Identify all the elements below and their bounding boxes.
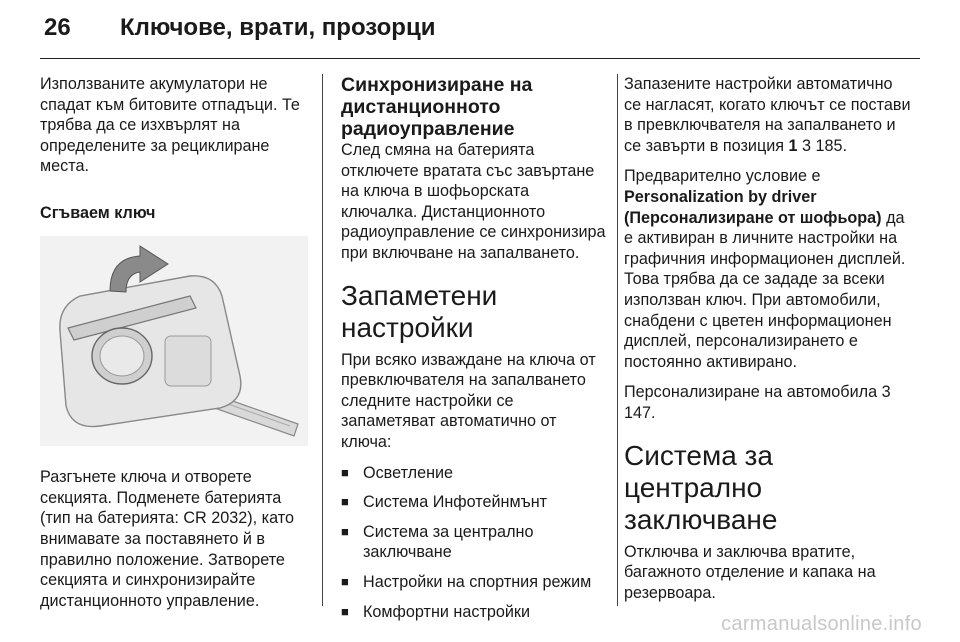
central-locking-text: Отключва и заключва вратите, багажното отделение и капака на резервоара. <box>624 542 876 602</box>
list-item: ■ Комфортни настройки <box>341 602 609 623</box>
folding-key-battery-illustration <box>40 236 308 446</box>
column-middle <box>341 74 609 631</box>
list-item: ■ Настройки на спортния режим <box>341 572 609 593</box>
folding-key-subheading: Сгъваем ключ <box>40 203 156 222</box>
sync-heading: Синхронизиране на дистанционното радиоуправление <box>341 74 533 140</box>
column-divider <box>322 74 323 606</box>
saved-settings-list <box>341 463 609 623</box>
settings-recall-text: Запазените настройки автоматично се нагласят, когато ключът се постави в превключвателя на запалването и се завърти в позиция 1 3 185. <box>624 75 911 155</box>
page-reference: 3 185. <box>802 136 848 155</box>
sync-text: След смяна на батерията отключете вратата със завъртане на ключа в шофьорската ключалка. Дистанционното радиоуправление се синхронизира при включване на запалването. <box>341 141 606 262</box>
page-header <box>44 14 924 50</box>
personalization-text: Предварително условие е Personalization by driver (Персонализиране от шофьора) да е активиран в личните настройки на графичния информационен дисплей. Това трябва да се зададе за всеки използван ключ. При автомобили, снабдени с цветен информационен дисплей, персонализирането е постоянно активирано. <box>624 167 906 371</box>
watermark: carmanualsonline.info <box>721 613 922 635</box>
battery-disposal-text: Използваните акумулатори не спадат към битовите отпадъци. Те трябва да се изхвърлят на определените за рециклиране места. <box>40 75 300 176</box>
page-title: Ключове, врати, прозорци <box>120 14 436 41</box>
column-right <box>624 74 914 619</box>
saved-settings-heading: Запаметени настройки <box>341 279 498 343</box>
battery-replacement-instructions: Разгънете ключа и отворете секцията. Подменете батерията (тип на батерията: CR 2032), като внимавате за поставянето й в правилно положение. Затворете секцията и синхронизирайте дистанционното управление. <box>40 468 294 610</box>
personalization-setting-name: Personalization by driver (Персонализиране от шофьора) <box>624 187 882 227</box>
position-number: 1 <box>788 136 798 155</box>
page-reference: 3 147. <box>624 383 891 422</box>
saved-settings-text: При всяко изваждане на ключа от превключвателя на запалването следните настройки се запаметяват автоматично от ключа: <box>341 350 596 451</box>
vehicle-personalization-reference: Персонализиране на автомобила 3 147. <box>624 383 891 422</box>
column-left <box>40 74 308 627</box>
column-divider <box>617 74 618 606</box>
header-divider <box>40 58 920 59</box>
page-number: 26 <box>44 14 71 41</box>
list-item: ■ Осветление <box>341 463 609 484</box>
central-locking-heading: Система за централно заключване <box>624 439 778 535</box>
list-item: ■ Система Инфотейнмънт <box>341 492 609 513</box>
list-item: ■ Система за централно заключване <box>341 522 609 563</box>
